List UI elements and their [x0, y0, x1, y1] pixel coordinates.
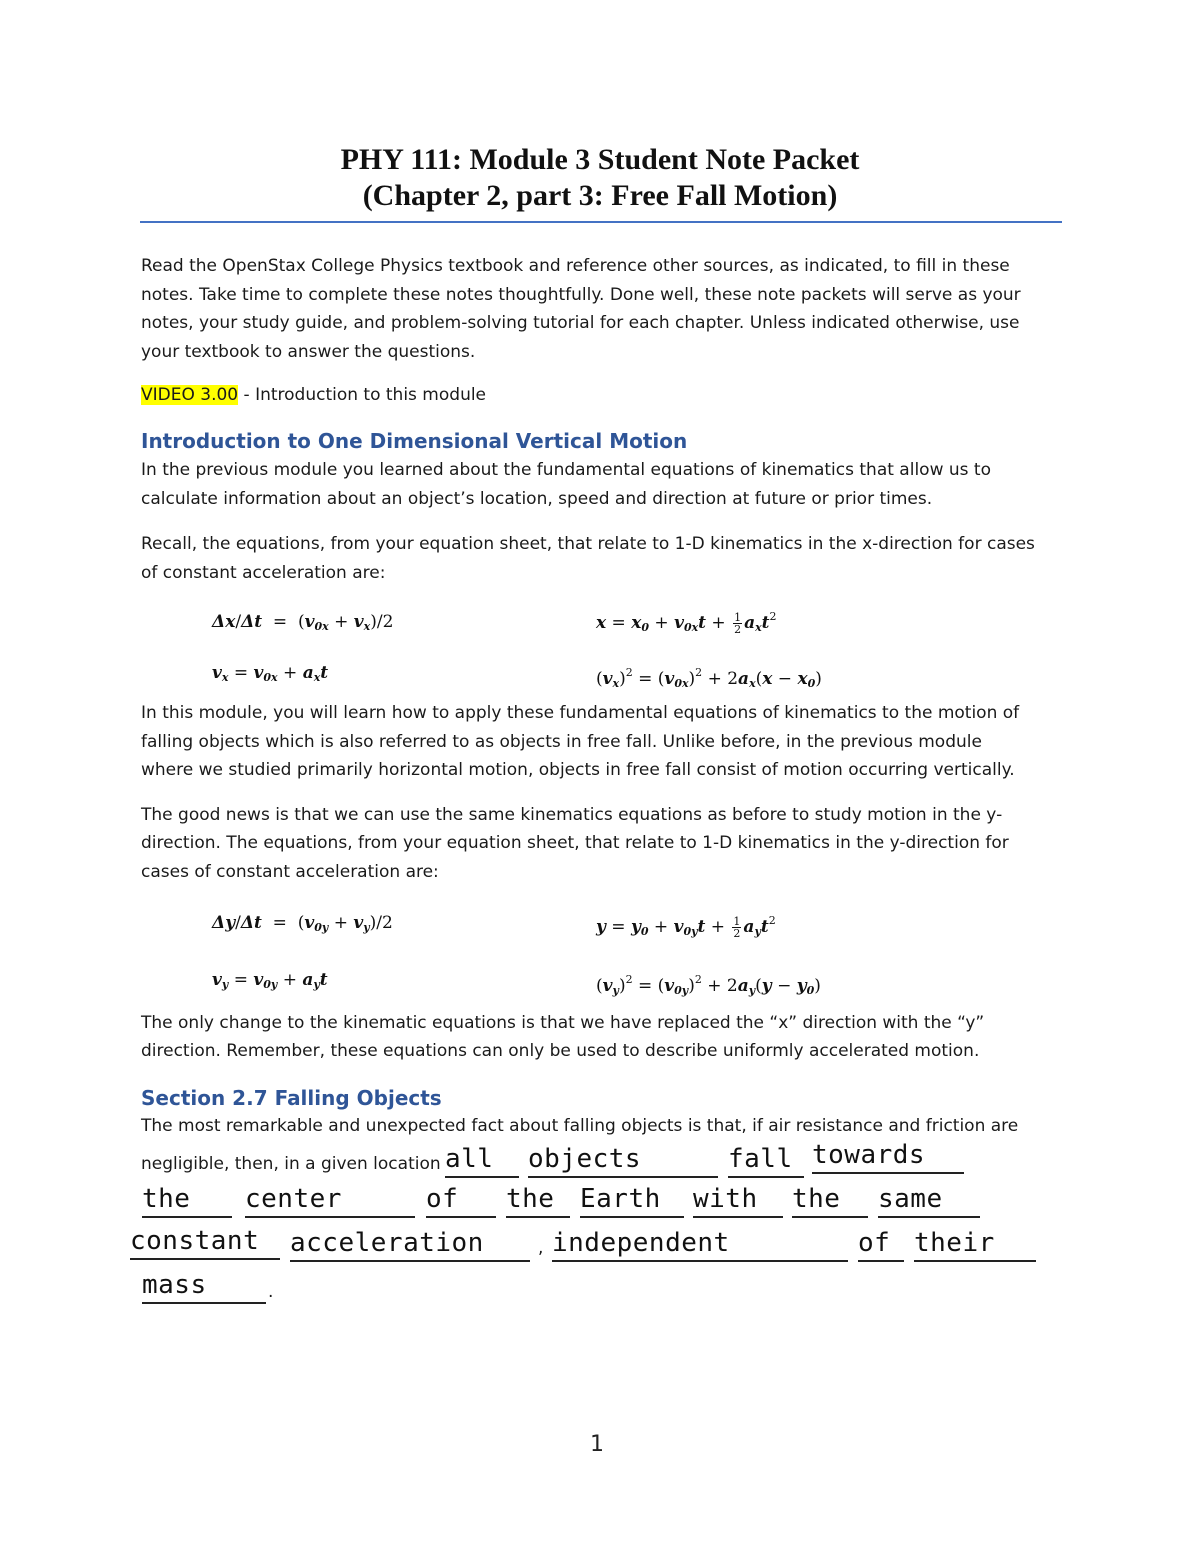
- video-label[interactable]: VIDEO 3.00: [141, 385, 239, 405]
- section-heading-falling-objects: Section 2.7 Falling Objects: [141, 1086, 442, 1110]
- intro-line-1: Read the OpenStax College Physics textbook and reference other sources, as indicated, to fill in these: [141, 256, 1010, 276]
- answer-blank-3[interactable]: fall: [728, 1144, 804, 1178]
- equation-velocity-squared-x: $(v_x)^2 = (v_{0x})^2 + 2a_x(x - x_0)$: [596, 666, 822, 690]
- section1-p3-line-2: falling objects which is also referred to as objects in free fall. Unlike before, in the previous module: [141, 732, 982, 752]
- section1-p3-line-1: In this module, you will learn how to apply these fundamental equations of kinematics to the motion of: [141, 703, 1020, 723]
- comma: ,: [538, 1238, 544, 1258]
- section1-p2-line-2: of constant acceleration are:: [141, 563, 386, 583]
- answer-blank-4[interactable]: towards: [812, 1140, 964, 1174]
- section1-p5-line-1: The only change to the kinematic equations is that we have replaced the “x” direction with the “y”: [141, 1013, 985, 1033]
- section1-p1-line-2: calculate information about an object’s location, speed and direction at future or prior times.: [141, 489, 933, 509]
- period: .: [268, 1282, 274, 1302]
- section1-p4-line-2: direction. The equations, from your equation sheet, that relate to 1-D kinematics in the y-direction for: [141, 833, 1009, 853]
- section2-line-1: The most remarkable and unexpected fact about falling objects is that, if air resistance and friction are: [141, 1116, 1019, 1136]
- answer-blank-5[interactable]: the: [142, 1184, 232, 1218]
- equation-velocity-x: $v_x = v_{0x} + a_xt$: [212, 663, 329, 684]
- answer-blank-15[interactable]: independent: [552, 1228, 848, 1262]
- answer-blank-16[interactable]: of: [858, 1228, 904, 1262]
- answer-blank-10[interactable]: with: [693, 1184, 783, 1218]
- video-text: - Introduction to this module: [238, 385, 487, 405]
- title-line-1: PHY 111: Module 3 Student Note Packet: [340, 143, 860, 176]
- section1-p3-line-3: where we studied primarily horizontal motion, objects in free fall consist of motion occurring vertically.: [141, 760, 1015, 780]
- answer-blank-17[interactable]: their: [914, 1228, 1036, 1262]
- intro-line-3: notes, your study guide, and problem-solving tutorial for each chapter. Unless indicated otherwise, use: [141, 313, 1020, 333]
- answer-blank-7[interactable]: of: [426, 1184, 496, 1218]
- section1-p1-line-1: In the previous module you learned about the fundamental equations of kinematics that allow us to: [141, 460, 991, 480]
- answer-blank-13[interactable]: constant: [130, 1226, 280, 1260]
- answer-blank-8[interactable]: the: [506, 1184, 570, 1218]
- answer-blank-2[interactable]: objects: [528, 1144, 718, 1178]
- section1-p2-line-1: Recall, the equations, from your equation sheet, that relate to 1-D kinematics in the x-direction for cases: [141, 534, 1035, 554]
- video-line: [141, 381, 1066, 410]
- answer-blank-14[interactable]: acceleration: [290, 1228, 530, 1262]
- equation-avg-velocity-y: $\Delta y/\Delta t = (v_{0y} + v_y)/2$: [212, 913, 393, 934]
- answer-blank-9[interactable]: Earth: [580, 1184, 684, 1218]
- section1-p4-line-3: cases of constant acceleration are:: [141, 862, 439, 882]
- answer-blank-6[interactable]: center: [245, 1184, 415, 1218]
- equation-velocity-squared-y: $(v_y)^2 = (v_{0y})^2 + 2a_y(y - y_0)$: [596, 973, 821, 997]
- title-divider: [140, 221, 1062, 223]
- equation-position-y: $y = y_0 + v_{0y}t$ + $\frac{1}{2}$ $a_yt^2$: [596, 914, 776, 940]
- intro-line-2: notes. Take time to complete these notes thoughtfully. Done well, these note packets will serve as your: [141, 285, 1021, 305]
- answer-blank-18[interactable]: mass: [142, 1270, 266, 1304]
- section1-p5-line-2: direction. Remember, these equations can only be used to describe uniformly accelerated motion.: [141, 1041, 980, 1061]
- intro-line-4: your textbook to answer the questions.: [141, 342, 476, 362]
- page-number: 1: [590, 1432, 604, 1457]
- section1-p4-line-1: The good news is that we can use the same kinematics equations as before to study motion in the y-: [141, 805, 1003, 825]
- section2-line-2-prefix: negligible, then, in a given location: [141, 1154, 441, 1174]
- answer-blank-11[interactable]: the: [792, 1184, 868, 1218]
- section-heading-vertical-motion: Introduction to One Dimensional Vertical Motion: [141, 429, 688, 453]
- equation-position-x: $x = x_0 + v_{0x}t$ + $\frac{1}{2}$ $a_xt^2$: [596, 610, 777, 636]
- answer-blank-1[interactable]: all: [445, 1144, 519, 1178]
- equation-velocity-y: $v_y = v_{0y} + a_yt$: [212, 970, 328, 991]
- title-line-2: (Chapter 2, part 3: Free Fall Motion): [362, 179, 838, 212]
- equation-avg-velocity-x: $\Delta x/\Delta t = (v_{0x} + v_x)/2$: [212, 612, 394, 633]
- answer-blank-12[interactable]: same: [878, 1184, 980, 1218]
